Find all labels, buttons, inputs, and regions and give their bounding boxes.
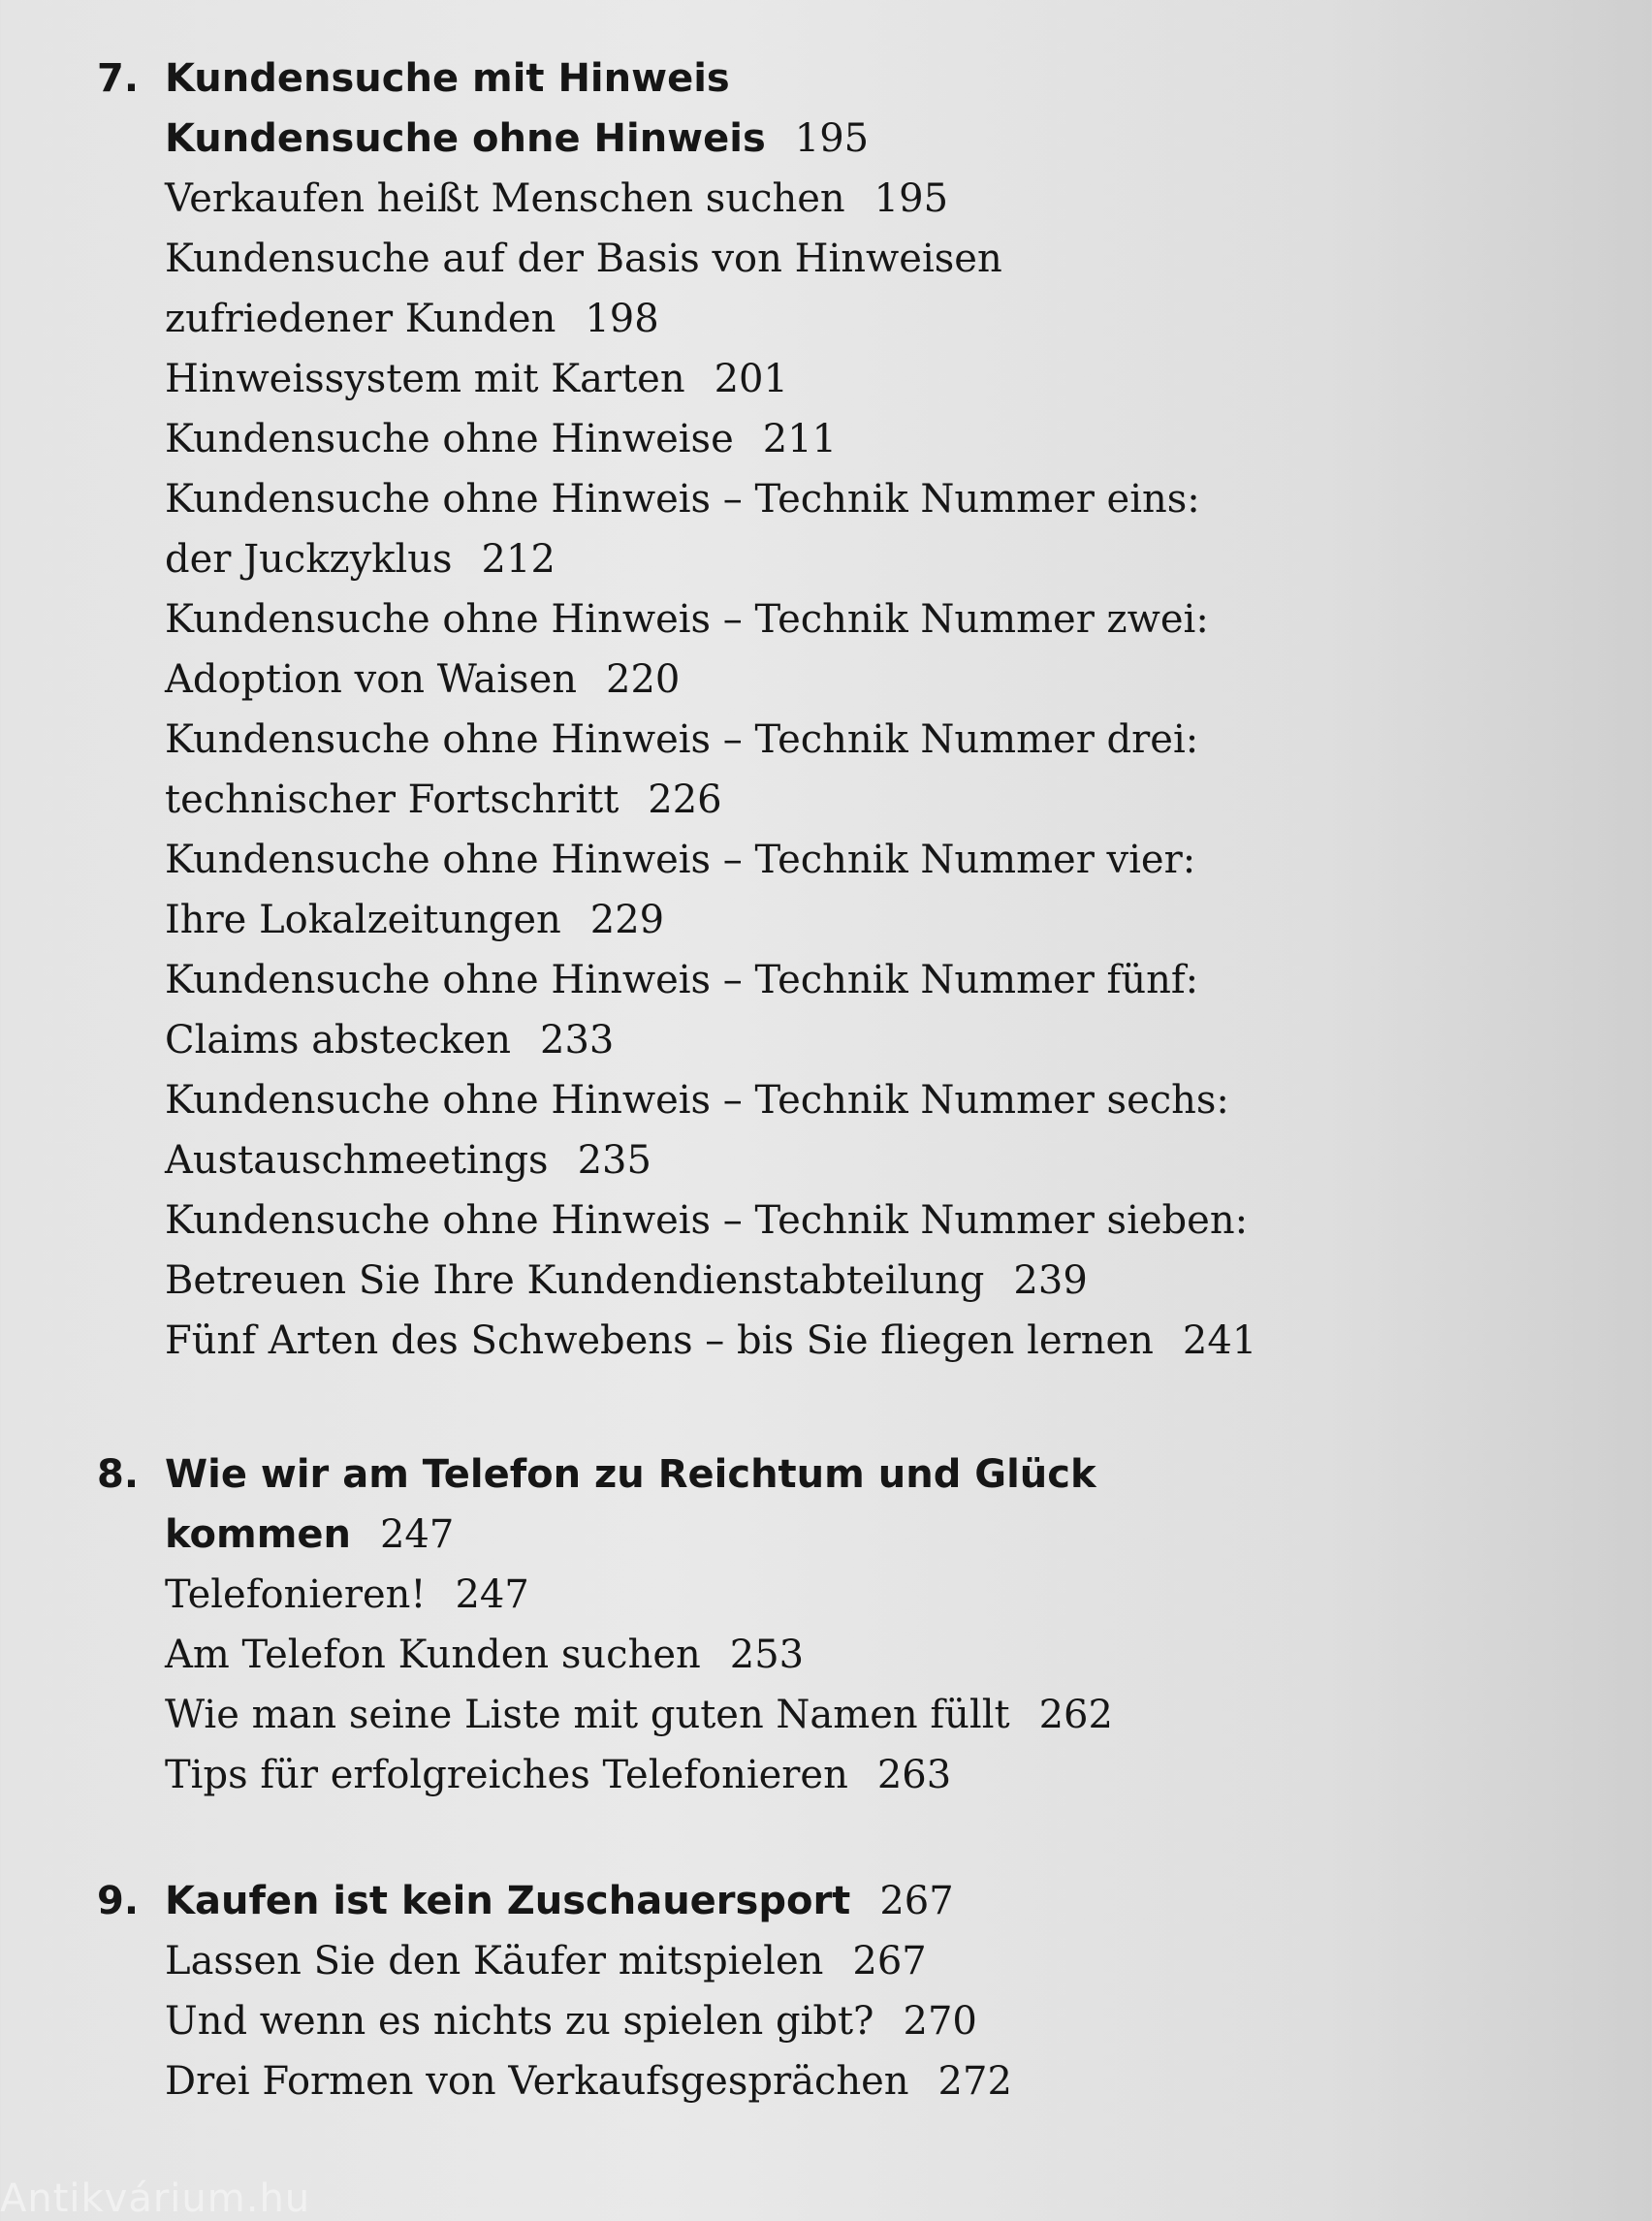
chapter-number: 7. (97, 56, 140, 101)
page-number: 241 (1182, 1318, 1257, 1363)
page-number: 239 (1013, 1258, 1088, 1303)
toc-entry: Kundensuche ohne Hinweis – Technik Nummer zwei: Adoption von Waisen 220 (165, 597, 1209, 702)
toc-entry: Kundensuche ohne Hinweis – Technik Nummer sieben: Betreuen Sie Ihre Kundendienstabteilung 239 (165, 1198, 1249, 1303)
chapter-9 (97, 1871, 1454, 2111)
page-number: 211 (762, 417, 838, 461)
chapter-title (165, 1444, 1454, 1565)
page-number: 229 (589, 898, 665, 942)
toc-entry: Telefonieren! 247 (165, 1572, 529, 1617)
page-number: 253 (729, 1633, 805, 1677)
chapter-title-line: Kundensuche mit Hinweis (165, 56, 730, 101)
chapter-entries (165, 1565, 1454, 1805)
toc-entry: Am Telefon Kunden suchen 253 (165, 1633, 805, 1677)
toc-entry: Kundensuche ohne Hinweis – Technik Nummer sechs: Austauschmeetings 235 (165, 1078, 1229, 1183)
page-number: 262 (1038, 1693, 1113, 1737)
toc-entry: Tips für erfolgreiches Telefonieren 263 (165, 1753, 952, 1797)
chapter-7 (97, 48, 1454, 1371)
chapter-entries (165, 1931, 1454, 2111)
chapter-title-line: Kundensuche ohne Hinweis (165, 116, 766, 161)
toc-entry: Kundensuche ohne Hinweis – Technik Nummer vier: Ihre Lokalzeitungen 229 (165, 838, 1196, 942)
toc-entry: Kundensuche ohne Hinweis – Technik Nummer eins: der Juckzyklus 212 (165, 477, 1200, 582)
page-number: 233 (540, 1018, 615, 1063)
page-number: 198 (585, 297, 659, 341)
toc-entry: Und wenn es nichts zu spielen gibt? 270 (165, 1999, 977, 2044)
watermark: Antikvárium.hu (0, 2176, 311, 2221)
page-number: 195 (874, 176, 949, 221)
page-number: 226 (648, 777, 722, 822)
toc-entry: Drei Formen von Verkaufsgesprächen 272 (165, 2059, 1012, 2104)
page-number: 220 (606, 657, 681, 702)
page-number: 201 (714, 357, 788, 401)
chapter-entries (165, 169, 1454, 1371)
chapter-page-number: 195 (794, 116, 870, 161)
chapter-page-number: 247 (379, 1512, 455, 1557)
page-number: 272 (937, 2059, 1012, 2104)
chapter-title (165, 1871, 1454, 1931)
page-number: 263 (876, 1753, 952, 1797)
toc-entry: Wie man seine Liste mit guten Namen füllt 262 (165, 1693, 1113, 1737)
chapter-number: 9. (97, 1879, 140, 1923)
page-number: 212 (481, 537, 556, 582)
chapter-title-line: kommen (165, 1512, 351, 1557)
chapter-number: 8. (97, 1452, 140, 1497)
toc-entry: Fünf Arten des Schwebens – bis Sie fliegen lernen 241 (165, 1318, 1257, 1363)
toc-entry: Lassen Sie den Käufer mitspielen 267 (165, 1939, 927, 1983)
toc-entry: Kundensuche ohne Hinweis – Technik Nummer fünf: Claims abstecken 233 (165, 958, 1199, 1063)
page-number: 267 (852, 1939, 927, 1983)
toc-entry: Hinweissystem mit Karten 201 (165, 357, 788, 401)
chapter-title (165, 48, 1454, 169)
toc-entry: Verkaufen heißt Menschen suchen 195 (165, 176, 949, 221)
toc-entry: Kundensuche auf der Basis von Hinweisen zufriedener Kunden 198 (165, 237, 1002, 341)
chapter-8 (97, 1444, 1454, 1805)
page-number: 235 (577, 1138, 651, 1183)
chapter-page-number: 267 (879, 1879, 954, 1923)
chapter-title-line: Kaufen ist kein Zuschauersport (165, 1879, 851, 1923)
toc-entry: Kundensuche ohne Hinweise 211 (165, 417, 838, 461)
toc-entry: Kundensuche ohne Hinweis – Technik Nummer drei: technischer Fortschritt 226 (165, 717, 1199, 822)
page-number: 247 (455, 1572, 529, 1617)
page-number: 270 (903, 1999, 977, 2044)
chapter-title-line: Wie wir am Telefon zu Reichtum und Glück (165, 1452, 1096, 1497)
